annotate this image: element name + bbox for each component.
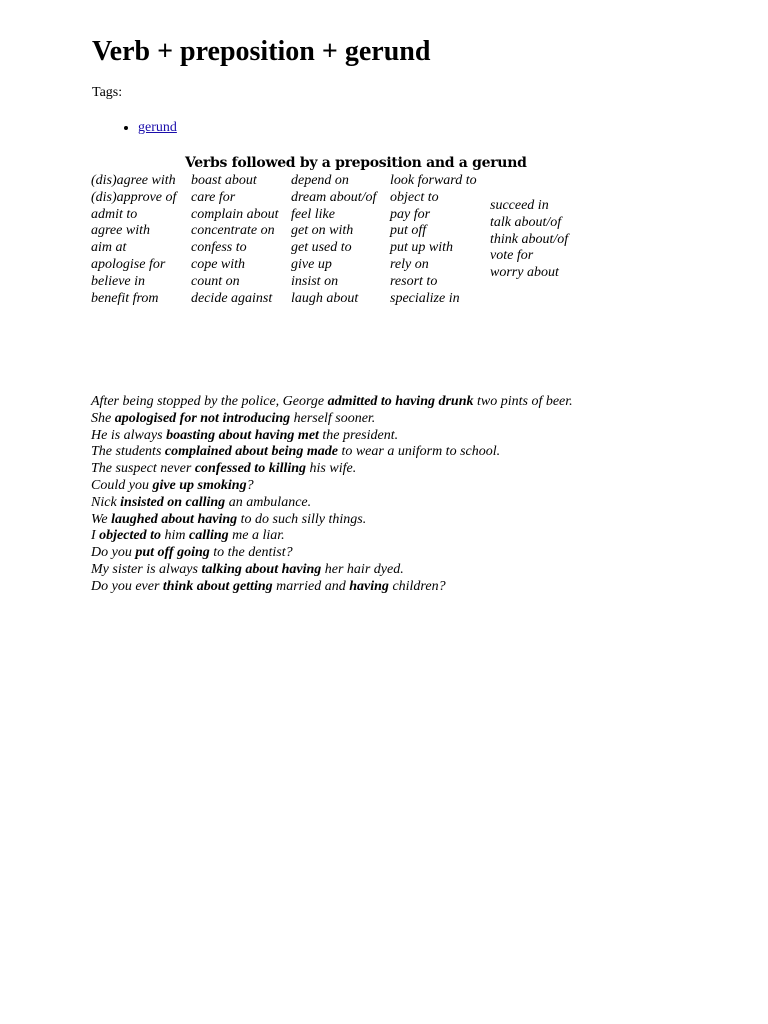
verb-item: insist on: [291, 273, 339, 289]
example-highlight: calling: [188, 528, 229, 544]
example-highlight: objected to: [99, 528, 161, 544]
example-highlight: talking about having: [201, 561, 322, 577]
example-highlight: put off going: [135, 545, 210, 561]
example-sentence: [91, 394, 573, 411]
page-title: Verb + preposition + gerund: [92, 36, 431, 67]
example-text: He is always: [91, 427, 167, 443]
verb-item: care for: [191, 189, 236, 205]
verb-item: concentrate on: [191, 223, 275, 239]
example-text: married and: [272, 578, 350, 594]
example-text: The students: [91, 444, 165, 460]
example-sentence: [91, 411, 573, 428]
verb-item: decide against: [191, 290, 273, 306]
example-text: him: [160, 528, 189, 544]
example-sentence: [91, 579, 573, 596]
verb-item: succeed in: [490, 198, 549, 213]
verb-item: worry about: [490, 265, 559, 281]
verb-item: cope with: [191, 256, 246, 272]
example-text: I: [91, 528, 100, 544]
example-text: to do such silly things.: [237, 511, 367, 527]
example-sentence: [91, 495, 573, 512]
verb-item: (dis)approve of: [91, 189, 177, 205]
tag-item: [138, 119, 177, 137]
example-text: me a liar.: [228, 528, 285, 544]
example-text: two pints of beer.: [473, 394, 573, 409]
example-highlight: complained about being made: [164, 444, 338, 460]
example-text: My sister is always: [91, 561, 202, 577]
tag-list: [92, 119, 177, 137]
example-highlight: admitted to having drunk: [327, 394, 474, 409]
example-text: Nick: [91, 494, 121, 510]
example-sentence: [91, 478, 573, 495]
example-text: Could you: [91, 477, 153, 493]
example-sentence: [91, 512, 573, 529]
verb-item: complain about: [191, 206, 279, 222]
example-text: to the dentist?: [209, 545, 293, 561]
verb-item: benefit from: [91, 290, 159, 306]
verb-item: get used to: [291, 240, 352, 256]
verb-item: admit to: [91, 206, 138, 222]
verb-item: confess to: [191, 240, 247, 256]
verb-item: get on with: [291, 223, 354, 239]
example-text: herself sooner.: [290, 410, 376, 426]
example-text: After being stopped by the police, George: [91, 394, 328, 409]
verb-item: vote for: [490, 248, 534, 264]
example-highlight: apologised for not introducing: [114, 410, 291, 426]
verb-item: (dis)agree with: [91, 173, 176, 188]
example-text: Do you ever: [91, 578, 163, 594]
example-highlight: confessed to killing: [194, 461, 307, 477]
verb-item: count on: [191, 273, 240, 289]
verb-item: believe in: [91, 273, 146, 289]
example-text: We: [91, 511, 112, 527]
verb-item: dream about/of: [291, 189, 377, 205]
verb-item: pay for: [390, 206, 431, 222]
verb-column: [490, 198, 568, 282]
verb-item: apologise for: [91, 256, 166, 272]
example-highlight: insisted on calling: [120, 494, 226, 510]
example-text: ?: [246, 477, 254, 493]
verb-item: specialize in: [390, 290, 460, 306]
verb-item: rely on: [390, 256, 429, 272]
example-text: his wife.: [306, 461, 357, 477]
verb-item: boast about: [191, 173, 257, 188]
verb-item: depend on: [291, 173, 349, 188]
verb-item: resort to: [390, 273, 438, 289]
example-highlight: laughed about having: [111, 511, 238, 527]
verb-item: put up with: [390, 240, 454, 256]
verb-column: [191, 173, 279, 307]
example-sentence: [91, 428, 573, 445]
tags-label: Tags:: [92, 85, 123, 100]
verb-item: agree with: [91, 223, 150, 239]
example-sentence: [91, 562, 573, 579]
example-highlight: having: [349, 578, 389, 594]
example-sentence: [91, 545, 573, 562]
verb-item: think about/of: [490, 231, 569, 247]
example-text: to wear a uniform to school.: [337, 444, 501, 460]
example-sentence: [91, 461, 573, 478]
verb-item: aim at: [91, 240, 127, 256]
verb-item: feel like: [291, 206, 335, 222]
example-text: children?: [388, 578, 446, 594]
example-sentences: [91, 394, 573, 596]
example-highlight: boasting about having met: [166, 427, 319, 443]
verb-item: object to: [390, 189, 439, 205]
verb-column: [291, 173, 376, 307]
verb-item: put off: [390, 223, 427, 239]
example-text: She: [91, 410, 115, 426]
verb-column: [91, 173, 176, 307]
example-highlight: think about getting: [162, 578, 273, 594]
table-title: Verbs followed by a preposition and a gerund: [185, 155, 527, 171]
example-sentence: [91, 444, 573, 461]
verb-item: give up: [291, 256, 332, 272]
verb-item: talk about/of: [490, 214, 562, 230]
example-text: an ambulance.: [225, 494, 312, 510]
verb-column: [390, 173, 477, 307]
example-sentence: [91, 528, 573, 545]
tag-link-gerund[interactable]: gerund: [138, 120, 177, 135]
example-text: Do you: [91, 545, 136, 561]
example-text: her hair dyed.: [321, 561, 404, 577]
verb-item: look forward to: [390, 173, 477, 188]
verb-item: laugh about: [291, 290, 359, 306]
example-text: the president.: [318, 427, 399, 443]
example-text: The suspect never: [91, 461, 195, 477]
example-highlight: give up smoking: [152, 477, 247, 493]
